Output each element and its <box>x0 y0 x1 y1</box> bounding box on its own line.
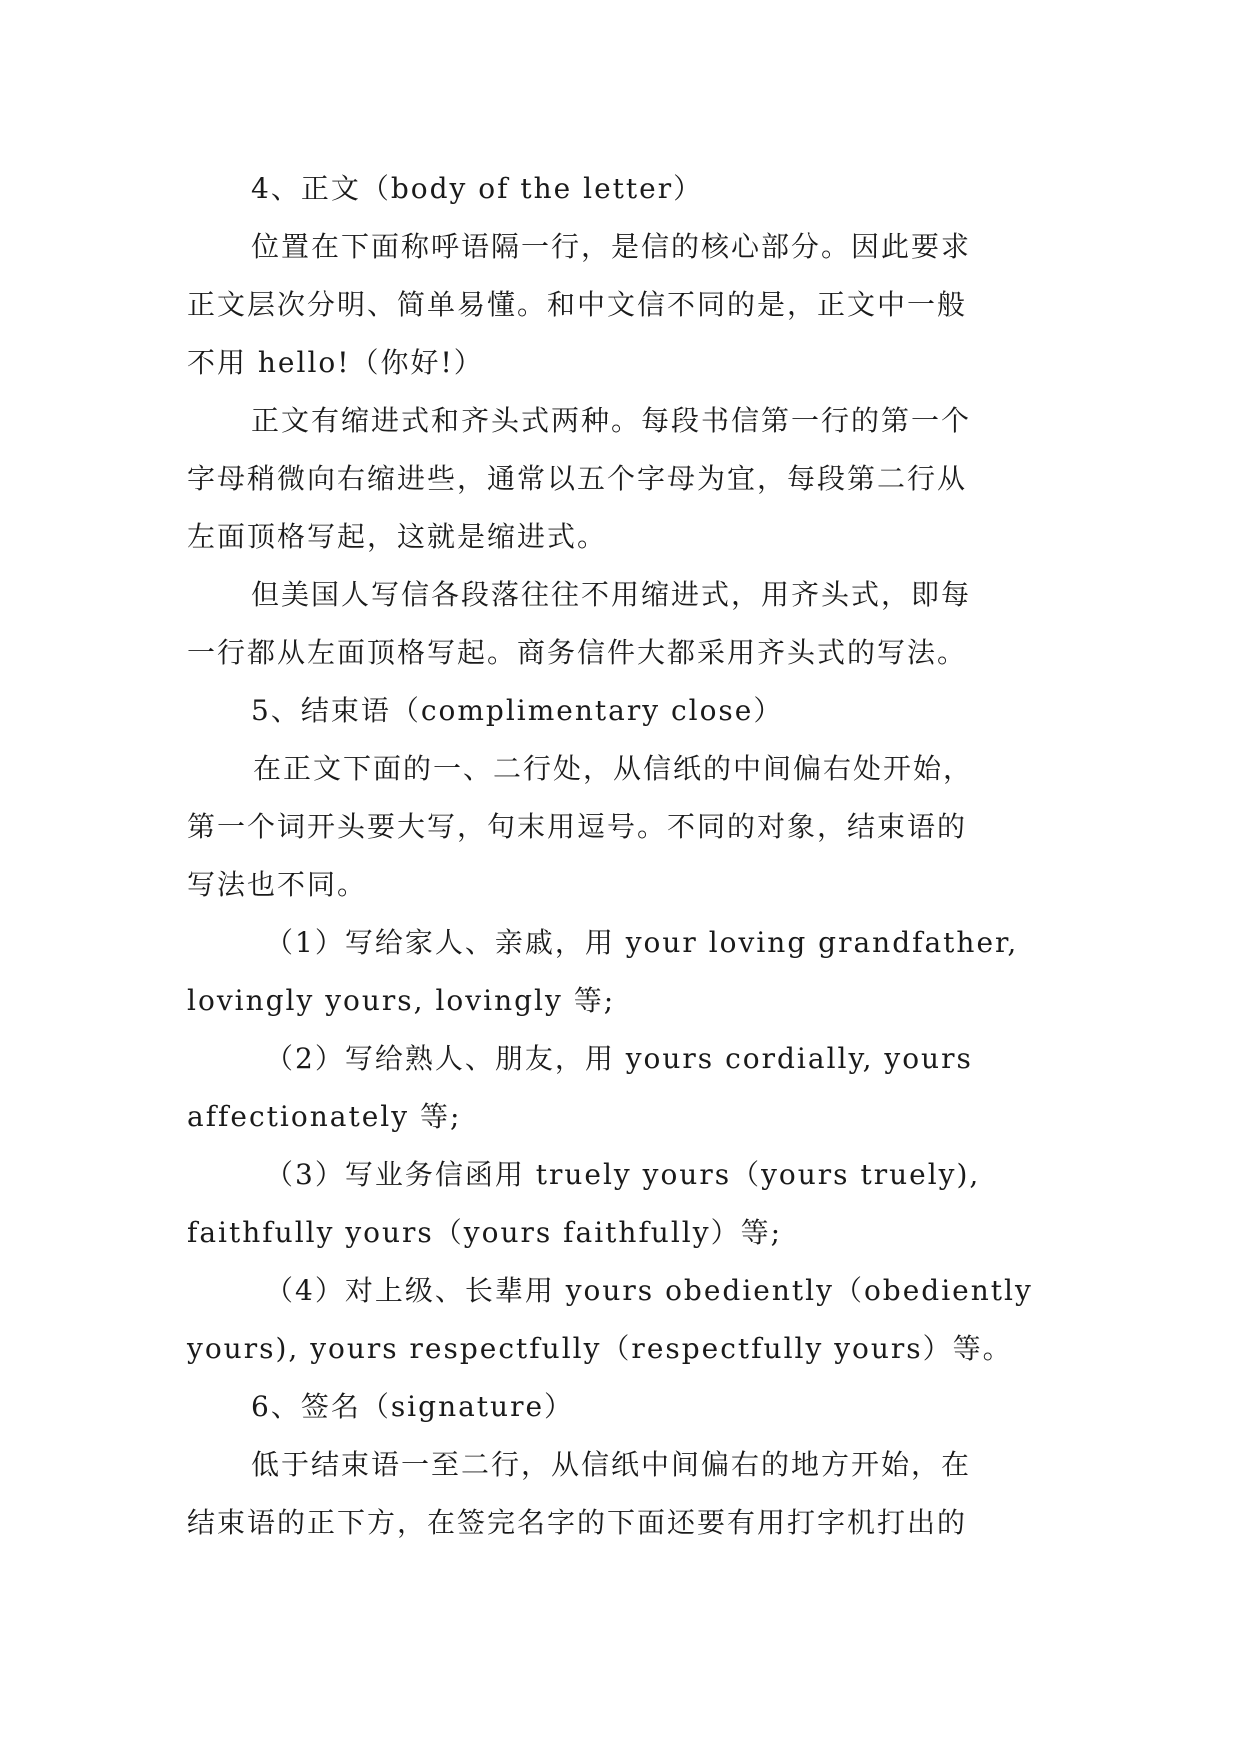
paragraph-line: 低于结束语一至二行，从信纸中间偏右的地方开始，在 <box>251 1448 972 1481</box>
paragraph-line: 结束语的正下方，在签完名字的下面还要有用打字机打出的 <box>187 1506 968 1539</box>
list-item-line: yours), yours respectfully（respectfully yours）等。 <box>187 1332 1013 1365</box>
paragraph-line: 正文有缩进式和齐头式两种。每段书信第一行的第一个 <box>251 404 972 437</box>
document-body <box>187 160 1067 1552</box>
paragraph-line: 在正文下面的一、二行处，从信纸的中间偏右处开始， <box>253 752 974 785</box>
list-item-line: lovingly yours, lovingly 等; <box>187 984 616 1017</box>
paragraph-line: 位置在下面称呼语隔一行，是信的核心部分。因此要求 <box>251 230 972 263</box>
list-item-line: （3）写业务信函用 truely yours（yours truely), <box>265 1158 981 1191</box>
paragraph-line: 但美国人写信各段落往往不用缩进式，用齐头式，即每 <box>251 578 972 611</box>
paragraph-line: 左面顶格写起，这就是缩进式。 <box>187 520 608 553</box>
paragraph-line: 正文层次分明、简单易懂。和中文信不同的是，正文中一般 <box>187 288 968 321</box>
list-item-line: （2）写给熟人、朋友，用 yours cordially, yours <box>265 1042 973 1075</box>
paragraph-line: 第一个词开头要大写，句末用逗号。不同的对象，结束语的 <box>187 810 968 843</box>
paragraph-line: 不用 hello!（你好!） <box>187 346 484 379</box>
section-heading-signature: 6、签名（signature） <box>251 1390 575 1423</box>
paragraph-line: 写法也不同。 <box>187 868 368 901</box>
list-item-line: faithfully yours（yours faithfully）等; <box>187 1216 783 1249</box>
list-item-line: （4）对上级、长辈用 yours obediently（obediently <box>265 1274 1033 1307</box>
list-item-line: （1）写给家人、亲戚，用 your loving grandfather, <box>265 926 1019 959</box>
paragraph-line: 一行都从左面顶格写起。商务信件大都采用齐头式的写法。 <box>187 636 968 669</box>
section-heading-body: 4、正文（body of the letter） <box>251 172 704 205</box>
section-heading-close: 5、结束语（complimentary close） <box>251 694 784 727</box>
paragraph-line: 字母稍微向右缩进些，通常以五个字母为宜，每段第二行从 <box>187 462 968 495</box>
list-item-line: affectionately 等; <box>187 1100 462 1133</box>
